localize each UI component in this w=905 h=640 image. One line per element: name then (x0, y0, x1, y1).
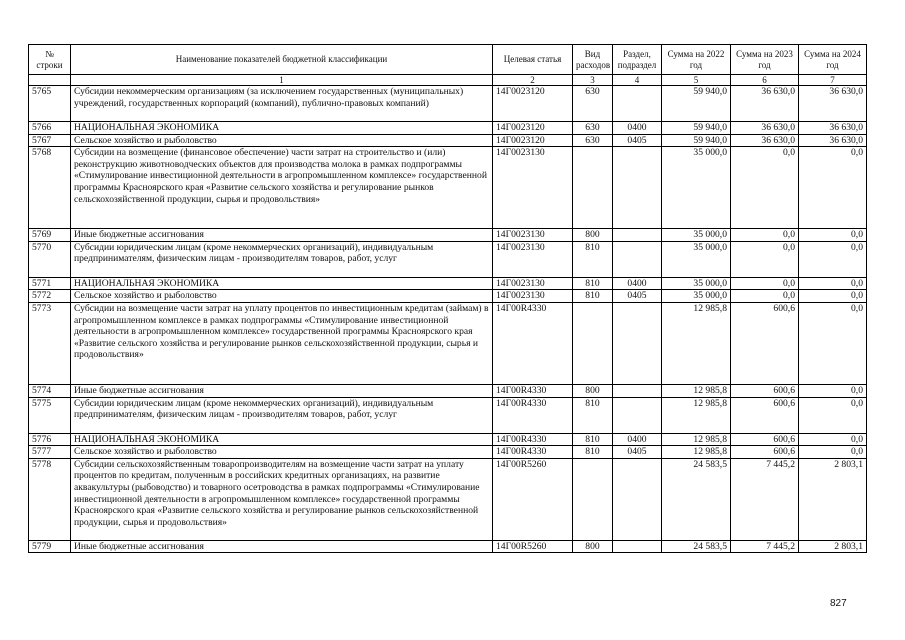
column-number: 6 (731, 75, 799, 86)
sum-2022: 12 985,8 (662, 302, 731, 384)
sum-2024: 0,0 (799, 147, 867, 229)
indicator-name: НАЦИОНАЛЬНАЯ ЭКОНОМИКА (71, 277, 493, 290)
expense-kind: 630 (573, 86, 613, 122)
indicator-name: Сельское хозяйство и рыболовство (71, 290, 493, 303)
row-number: 5767 (29, 134, 71, 147)
budget-page (28, 44, 866, 553)
indicator-name: Субсидии на возмещение части затрат на уплату процентов по инвестиционным кредитам (займам) в агропромышленном комплексе в рамках подпрограммы «Стимулирование инвестиционной деятельности в агропромышленном комплексе» государственной программы Красноярского края «Развитие сельского хозяйства и регулирование рынков сельскохозяйственной продукции, сырья и продовольствия» (71, 302, 493, 384)
indicator-name: НАЦИОНАЛЬНАЯ ЭКОНОМИКА (71, 122, 493, 135)
indicator-name: НАЦИОНАЛЬНАЯ ЭКОНОМИКА (71, 433, 493, 446)
section-code: 0400 (613, 122, 662, 135)
header-target-article: Целевая статья (493, 45, 573, 75)
table-row (29, 433, 867, 446)
target-article: 14Г0023130 (493, 147, 573, 229)
column-number: 1 (71, 75, 493, 86)
expense-kind: 800 (573, 384, 613, 397)
sum-2022: 35 000,0 (662, 277, 731, 290)
table-row (29, 134, 867, 147)
indicator-name: Субсидии некоммерческим организациям (за исключением государственных (муниципальных) учреждений, государственных корпораций (компаний), публично-правовых компаний) (71, 86, 493, 122)
row-number: 5773 (29, 302, 71, 384)
header-section: Раздел, подраздел (613, 45, 662, 75)
header-row-number: № строки (29, 45, 71, 75)
column-number: 5 (662, 75, 731, 86)
sum-2022: 12 985,8 (662, 397, 731, 433)
sum-2023: 0,0 (731, 290, 799, 303)
sum-2024: 2 803,1 (799, 458, 867, 540)
row-number: 5778 (29, 458, 71, 540)
table-row (29, 147, 867, 229)
sum-2022: 59 940,0 (662, 134, 731, 147)
section-code (613, 397, 662, 433)
sum-2022: 24 583,5 (662, 540, 731, 553)
expense-kind: 810 (573, 446, 613, 459)
target-article: 14Г0023120 (493, 122, 573, 135)
target-article: 14Г00R5260 (493, 540, 573, 553)
target-article: 14Г0023130 (493, 290, 573, 303)
row-number: 5775 (29, 397, 71, 433)
target-article: 14Г0023130 (493, 241, 573, 277)
sum-2024: 0,0 (799, 290, 867, 303)
section-code: 0405 (613, 134, 662, 147)
sum-2022: 59 940,0 (662, 86, 731, 122)
table-row (29, 446, 867, 459)
table-row (29, 397, 867, 433)
target-article: 14Г00R4330 (493, 433, 573, 446)
sum-2023: 7 445,2 (731, 540, 799, 553)
row-number: 5765 (29, 86, 71, 122)
indicator-name: Субсидии сельскохозяйственным товаропроизводителям на возмещение части затрат на уплату процентов по кредитам, полученным в российских кредитных организациях, на развитие аквакультуры (рыбоводство) и товарного осетроводства в рамках подпрограммы «Стимулирование инвестиционной деятельности в агропромышленном комплексе» государственной программы Красноярского края «Развитие сельского хозяйства и регулирование рынков сельскохозяйственной продукции, сырья и продовольствия» (71, 458, 493, 540)
row-number: 5766 (29, 122, 71, 135)
expense-kind: 800 (573, 540, 613, 553)
section-code: 0400 (613, 433, 662, 446)
target-article: 14Г00R5260 (493, 458, 573, 540)
table-row (29, 241, 867, 277)
section-code (613, 241, 662, 277)
budget-table (28, 44, 867, 553)
table-row (29, 122, 867, 135)
section-code: 0405 (613, 446, 662, 459)
expense-kind: 810 (573, 277, 613, 290)
sum-2022: 35 000,0 (662, 147, 731, 229)
sum-2024: 0,0 (799, 229, 867, 242)
column-number: 7 (799, 75, 867, 86)
expense-kind: 800 (573, 229, 613, 242)
column-number: 3 (573, 75, 613, 86)
sum-2023: 36 630,0 (731, 134, 799, 147)
sum-2023: 600,6 (731, 446, 799, 459)
indicator-name: Субсидии юридическим лицам (кроме некоммерческих организаций), индивидуальным предпринимателям, физическим лицам - производителям товаров, работ, услуг (71, 241, 493, 277)
indicator-name: Иные бюджетные ассигнования (71, 229, 493, 242)
table-row (29, 302, 867, 384)
sum-2023: 0,0 (731, 229, 799, 242)
target-article: 14Г0023130 (493, 229, 573, 242)
indicator-name: Субсидии на возмещение (финансовое обеспечение) части затрат на строительство и (или) реконструкцию животноводческих объектов для производства молока в рамках подпрограммы «Стимулирование инвестиционной деятельности в агропромышленном комплексе» государственной программы Красноярского края «Развитие сельского хозяйства и регулирование рынков сельскохозяйственной продукции, сырья и продовольствия» (71, 147, 493, 229)
header-indicator-name: Наименование показателей бюджетной классификации (71, 45, 493, 75)
sum-2023: 0,0 (731, 241, 799, 277)
section-code (613, 458, 662, 540)
sum-2022: 12 985,8 (662, 446, 731, 459)
section-code (613, 147, 662, 229)
column-number (29, 75, 71, 86)
table-row (29, 86, 867, 122)
expense-kind: 810 (573, 241, 613, 277)
expense-kind: 810 (573, 433, 613, 446)
target-article: 14Г00R4330 (493, 446, 573, 459)
indicator-name: Сельское хозяйство и рыболовство (71, 134, 493, 147)
section-code (613, 302, 662, 384)
section-code (613, 540, 662, 553)
sum-2022: 59 940,0 (662, 122, 731, 135)
expense-kind (573, 147, 613, 229)
row-number: 5774 (29, 384, 71, 397)
sum-2022: 35 000,0 (662, 229, 731, 242)
table-body (29, 86, 867, 553)
section-code (613, 384, 662, 397)
table-row (29, 290, 867, 303)
section-code: 0405 (613, 290, 662, 303)
table-header-row (29, 45, 867, 75)
indicator-name: Субсидии юридическим лицам (кроме некоммерческих организаций), индивидуальным предпринимателям, физическим лицам - производителям товаров, работ, услуг (71, 397, 493, 433)
section-code: 0400 (613, 277, 662, 290)
row-number: 5776 (29, 433, 71, 446)
sum-2024: 36 630,0 (799, 134, 867, 147)
sum-2024: 0,0 (799, 446, 867, 459)
sum-2023: 36 630,0 (731, 122, 799, 135)
row-number: 5772 (29, 290, 71, 303)
sum-2024: 0,0 (799, 397, 867, 433)
row-number: 5779 (29, 540, 71, 553)
expense-kind: 810 (573, 397, 613, 433)
table-row (29, 458, 867, 540)
row-number: 5770 (29, 241, 71, 277)
target-article: 14Г00R4330 (493, 302, 573, 384)
indicator-name: Сельское хозяйство и рыболовство (71, 446, 493, 459)
indicator-name: Иные бюджетные ассигнования (71, 540, 493, 553)
table-row (29, 384, 867, 397)
sum-2023: 0,0 (731, 277, 799, 290)
target-article: 14Г00R4330 (493, 384, 573, 397)
table-row (29, 540, 867, 553)
table-row (29, 277, 867, 290)
section-code (613, 229, 662, 242)
sum-2022: 12 985,8 (662, 384, 731, 397)
header-sum-2024: Сумма на 2024 год (799, 45, 867, 75)
row-number: 5771 (29, 277, 71, 290)
expense-kind: 810 (573, 290, 613, 303)
sum-2022: 35 000,0 (662, 290, 731, 303)
sum-2022: 12 985,8 (662, 433, 731, 446)
row-number: 5768 (29, 147, 71, 229)
target-article: 14Г0023130 (493, 277, 573, 290)
sum-2024: 0,0 (799, 241, 867, 277)
sum-2024: 0,0 (799, 302, 867, 384)
sum-2023: 7 445,2 (731, 458, 799, 540)
sum-2023: 36 630,0 (731, 86, 799, 122)
sum-2024: 0,0 (799, 433, 867, 446)
sum-2023: 0,0 (731, 147, 799, 229)
table-row (29, 229, 867, 242)
sum-2024: 36 630,0 (799, 122, 867, 135)
sum-2023: 600,6 (731, 384, 799, 397)
sum-2023: 600,6 (731, 397, 799, 433)
header-sum-2022: Сумма на 2022 год (662, 45, 731, 75)
expense-kind: 630 (573, 122, 613, 135)
target-article: 14Г00R4330 (493, 397, 573, 433)
section-code (613, 86, 662, 122)
column-number: 4 (613, 75, 662, 86)
sum-2024: 0,0 (799, 277, 867, 290)
row-number: 5777 (29, 446, 71, 459)
column-number: 2 (493, 75, 573, 86)
sum-2024: 36 630,0 (799, 86, 867, 122)
expense-kind (573, 302, 613, 384)
sum-2023: 600,6 (731, 433, 799, 446)
sum-2022: 24 583,5 (662, 458, 731, 540)
row-number: 5769 (29, 229, 71, 242)
header-expense-kind: Вид расходов (573, 45, 613, 75)
target-article: 14Г0023120 (493, 134, 573, 147)
sum-2024: 0,0 (799, 384, 867, 397)
page-number: 827 (830, 598, 847, 609)
sum-2023: 600,6 (731, 302, 799, 384)
header-sum-2023: Сумма на 2023 год (731, 45, 799, 75)
expense-kind (573, 458, 613, 540)
target-article: 14Г0023120 (493, 86, 573, 122)
expense-kind: 630 (573, 134, 613, 147)
sum-2022: 35 000,0 (662, 241, 731, 277)
indicator-name: Иные бюджетные ассигнования (71, 384, 493, 397)
column-numbers-row (29, 75, 867, 86)
sum-2024: 2 803,1 (799, 540, 867, 553)
